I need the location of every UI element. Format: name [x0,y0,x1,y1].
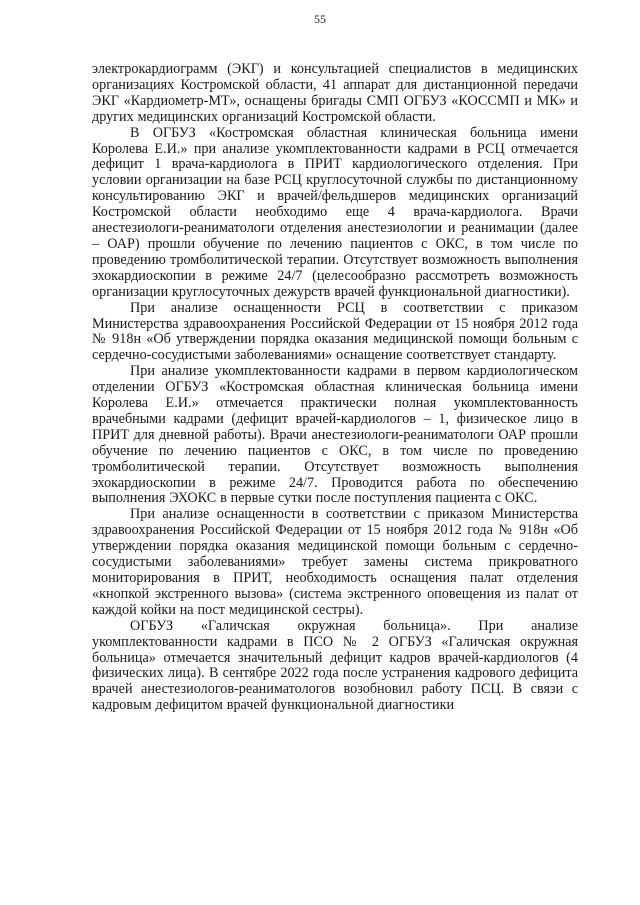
paragraph-galich-hospital: ОГБУЗ «Галичская окружная больница». При анализе укомплектованности кадрами в ПСО № 2 ОГБУЗ «Галичская окружная больница» отмечается значительный дефицит кадров врачей-кардиологов (4 физических лица). В сентябре 2022 года после устранения кадрового дефицита врачей анестезиологов-реаниматологов возобновил работу ПСЦ. В связи с кадровым дефицитом врачей функциональной диагностики [92,617,578,714]
paragraph-continuation: электрокардиограмм (ЭКГ) и консультацией специалистов в медицинских организациях Костромской области, 41 аппарат для дистанционной передачи ЭКГ «Кардиометр-МТ», оснащены бригады СМП ОГБУЗ «КОССМП и МК» и других медицинских организаций Костромской области. [92,61,578,125]
paragraph-rsc-equipment: При анализе оснащенности РСЦ в соответствии с приказом Министерства здравоохранения Российской Федерации от 15 ноября 2012 года № 918н «Об утверждении порядка оказания медицинской помощи больным с сердечно-сосудистыми заболеваниями» оснащение соответствует стандарту. [92,299,578,364]
paragraph-first-cardiology-staffing: При анализе укомплектованности кадрами в первом кардиологическом отделении ОГБУЗ «Костромская областная клиническая больница имени Королева Е.И.» отмечается практически полная укомплектованность врачебными кадрами (дефицит врачей-кардиологов – 1, физическое лицо в ПРИТ для дневной работы). Врачи анестезиологи-реаниматологи ОАР прошли обучение по лечению пациентов с ОКС, в том числе по проведению тромболитической терапии. Отсутствует возможность выполнения эхокардиоскопии в режиме 24/7. Проводится работа по обеспечению выполнения ЭХОКС в первые сутки после поступления пациента с ОКС. [92,363,578,507]
body-text [92,62,578,714]
paragraph-kokb-rsc-staffing: В ОГБУЗ «Костромская областная клиническая больница имени Королева Е.И.» при анализе укомплектованности кадрами в РСЦ отмечается дефицит 1 врача-кардиолога в ПРИТ кардиологического отделения. При условии организации на базе РСЦ круглосуточной службы по дистанционному консультированию ЭКГ и врачей/фельдшеров медицинских организаций Костромской области необходимо еще 4 врача-кардиолога. Врачи анестезиологи-реаниматологи отделения анестезиологии и реанимации (далее – ОАР) прошли обучение по лечению пациентов с ОКС, в том числе по проведению тромболитической терапии. Отсутствует возможность выполнения эхокардиоскопии в режиме 24/7 (целесообразно рассмотреть возможность организации круглосуточных дежурств врачей функциональной диагностики). [92,124,578,300]
paragraph-first-cardiology-equipment: При анализе оснащенности в соответствии с приказом Министерства здравоохранения Российской Федерации от 15 ноября 2012 года № 918н «Об утверждении порядка оказания медицинской помощи больным с сердечно-сосудистыми заболеваниями» требует замены система прикроватного мониторирования в ПРИТ, необходимость оснащения палат отделения «кнопкой экстренного вызова» (система экстренного оповещения из палат от каждой койки на пост медицинской сестры). [92,506,578,618]
page-number: 55 [314,12,326,26]
